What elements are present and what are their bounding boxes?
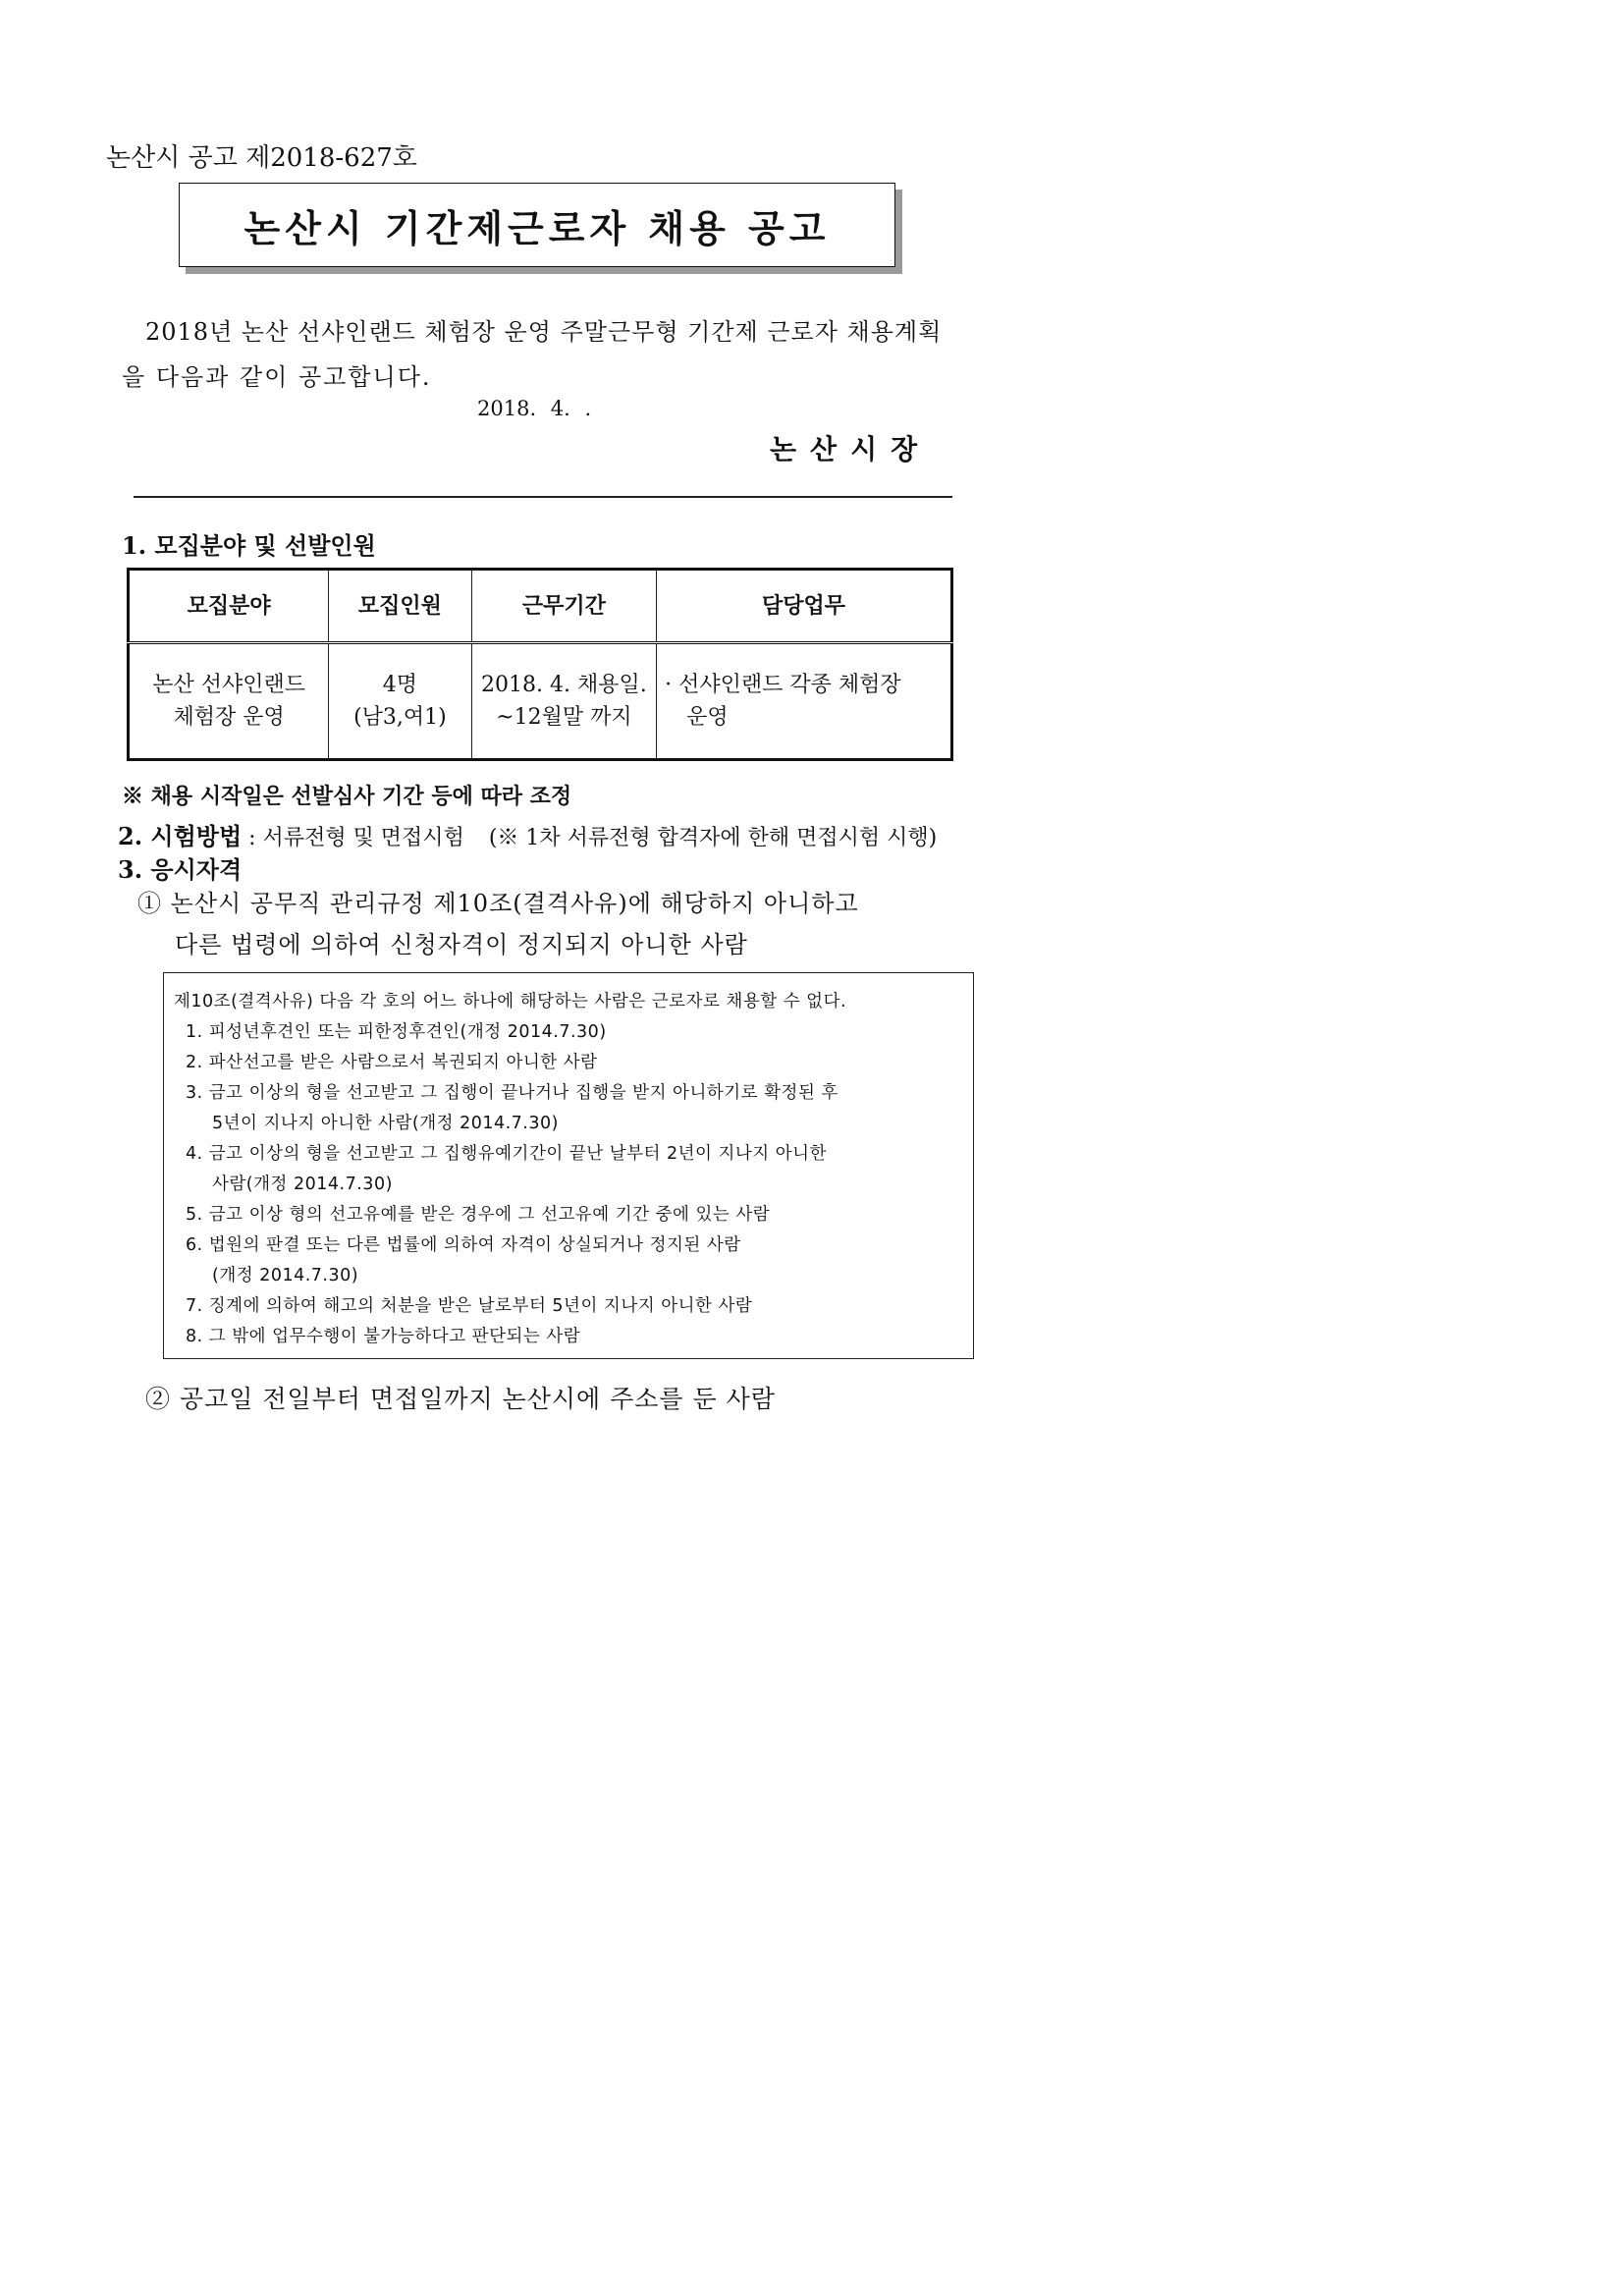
- table-cell-period: [471, 643, 656, 760]
- article-item: 2. 파산선고를 받은 사람으로서 복권되지 아니한 사람: [186, 1053, 598, 1072]
- exam-method-text: : 서류전형 및 면접시험: [248, 826, 464, 850]
- article-item: 1. 피성년후견인 또는 피한정후견인(개정 2014.7.30): [186, 1022, 607, 1042]
- recruitment-table: [127, 568, 953, 761]
- article-item-continued: 사람(개정 2014.7.30): [212, 1175, 393, 1194]
- table-header-row: [129, 570, 952, 643]
- table-cell-count: [329, 643, 471, 760]
- column-header: 모집분야: [129, 570, 329, 643]
- cell-line: 운영: [686, 705, 729, 730]
- intro-text-line: 2018년 논산 선샤인랜드 체험장 운영 주말근무형 기간제 근로자 채용계획: [145, 318, 943, 346]
- table-cell-field: [129, 643, 329, 760]
- cell-line: · 선샤인랜드 각종 체험장: [665, 673, 901, 697]
- disqualification-article-box: [163, 972, 974, 1359]
- article-item: 7. 징계에 의하여 해고의 처분을 받은 날로부터 5년이 지나지 아니한 사람: [186, 1296, 753, 1316]
- cell-line: 체험장 운영: [173, 705, 285, 730]
- signer: 논산시장: [770, 433, 932, 465]
- qualification-item: ① 논산시 공무직 관리규정 제10조(결격사유)에 해당하지 아니하고: [137, 890, 859, 917]
- section-heading-recruitment: 1. 모집분야 및 선발인원: [122, 531, 376, 560]
- section-heading-exam: 2. 시험방법: [118, 822, 243, 850]
- column-header: 근무기간: [471, 570, 656, 643]
- intro-text-line: 을 다음과 같이 공고합니다.: [122, 363, 432, 391]
- article-item: 8. 그 밖에 업무수행이 불가능하다고 판단되는 사람: [186, 1327, 581, 1346]
- article-item-continued: (개정 2014.7.30): [212, 1266, 359, 1285]
- article-item: 5. 금고 이상 형의 선고유예를 받은 경우에 그 선고유예 기간 중에 있는 사람: [186, 1205, 771, 1225]
- table-row: [129, 643, 952, 760]
- section-heading-qualification: 3. 응시자격: [118, 855, 243, 884]
- table-cell-duty: [657, 643, 952, 760]
- article-title: 제10조(결격사유) 다음 각 호의 어느 하나에 해당하는 사람은 근로자로 채용할 수 없다.: [174, 992, 847, 1011]
- page-title: 논산시 기간제근로자 채용 공고: [243, 206, 831, 250]
- article-item: 3. 금고 이상의 형을 선고받고 그 집행이 끝나거나 집행을 받지 아니하기로 확정된 후: [186, 1083, 839, 1103]
- article-item: 6. 법원의 판결 또는 다른 법률에 의하여 자격이 상실되거나 정지된 사람: [186, 1235, 741, 1255]
- cell-line: 2018. 4. 채용일.: [481, 673, 647, 697]
- cell-line: ~12월말 까지: [496, 705, 632, 730]
- exam-method-line: [118, 817, 937, 851]
- title-box: [179, 183, 895, 267]
- qualification-item-continued: 다른 법령에 의하여 신청자격이 정지되지 아니한 사람: [175, 931, 748, 958]
- cell-line: 4명: [382, 673, 418, 697]
- article-item-continued: 5년이 지나지 아니한 사람(개정 2014.7.30): [212, 1114, 559, 1133]
- notice-date: 2018. 4. .: [477, 397, 592, 420]
- divider: [134, 496, 952, 498]
- column-header: 모집인원: [329, 570, 471, 643]
- qualification-item: ② 공고일 전일부터 면접일까지 논산시에 주소를 둔 사람: [145, 1385, 776, 1413]
- cell-line: (남3,여1): [353, 705, 447, 730]
- cell-line: 논산 선샤인랜드: [152, 673, 305, 697]
- start-date-note: ※ 채용 시작일은 선발심사 기간 등에 따라 조정: [122, 784, 572, 809]
- notice-number: 논산시 공고 제2018-627호: [106, 143, 417, 173]
- exam-method-note: (※ 1차 서류전형 합격자에 한해 면접시험 시행): [488, 826, 938, 850]
- article-item: 4. 금고 이상의 형을 선고받고 그 집행유예기간이 끝난 날부터 2년이 지나지 아니한: [186, 1144, 827, 1164]
- column-header: 담당업무: [657, 570, 952, 643]
